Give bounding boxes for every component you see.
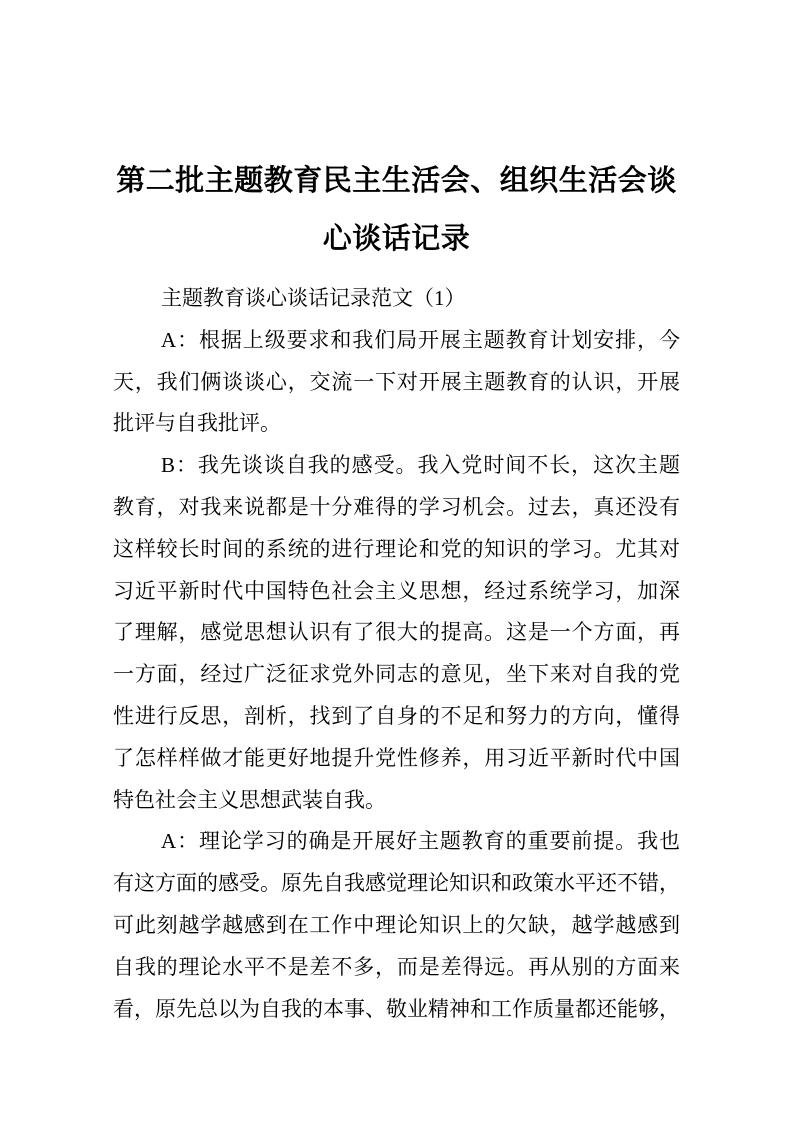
title-line-2: 心谈话记录 [322,223,471,255]
text-line: A：理论学习的确是开展好主题教育的重要前提。我也 [161,829,680,854]
paragraph-heading [113,278,680,320]
text-line: 性进行反思，剖析，找到了自身的不足和努力的方向，懂得 [113,703,680,728]
text-line: 了怎样样做才能更好地提升党性修养，用习近平新时代中国 [113,745,680,770]
text-line: 一方面，经过广泛征求党外同志的意见，坐下来对自我的党 [113,662,680,687]
text-line: 主题教育谈心谈话记录范文（1） [161,286,466,310]
document-title [113,152,680,268]
text-line: 这样较长时间的系统的进行理论和党的知识的学习。尤其对 [113,536,680,561]
text-line: 有这方面的感受。原先自我感觉理论知识和政策水平还不错， [113,871,680,896]
text-line: 教育，对我来说都是十分难得的学习机会。过去，真还没有 [113,494,680,519]
text-line: A：根据上级要求和我们局开展主题教育计划安排，今 [161,327,680,352]
text-line: 批评与自我批评。 [113,411,281,436]
text-line: 看，原先总以为自我的本事、敬业精神和工作质量都还能够， [113,996,680,1021]
text-line: 天，我们俩谈谈心，交流一下对开展主题教育的认识，开展 [113,369,680,394]
text-line: B：我先谈谈自我的感受。我入党时间不长，这次主题 [161,453,680,478]
text-line: 习近平新时代中国特色社会主义思想，经过系统学习，加深 [113,578,680,603]
paragraph-speaker-b-1 [113,445,680,821]
text-line: 可此刻越学越感到在工作中理论知识上的欠缺，越学越感到 [113,912,680,937]
text-line: 特色社会主义思想武装自我。 [113,787,386,812]
paragraph-speaker-a-1 [113,320,680,445]
document-body [113,278,680,1030]
paragraph-speaker-a-2 [113,821,680,1030]
text-line: 自我的理论水平不是差不多，而是差得远。再从别的方面来 [113,954,680,979]
text-line: 了理解，感觉思想认识有了很大的提高。这是一个方面，再 [113,620,680,645]
title-line-1: 第二批主题教育民主生活会、组织生活会谈 [116,165,677,197]
